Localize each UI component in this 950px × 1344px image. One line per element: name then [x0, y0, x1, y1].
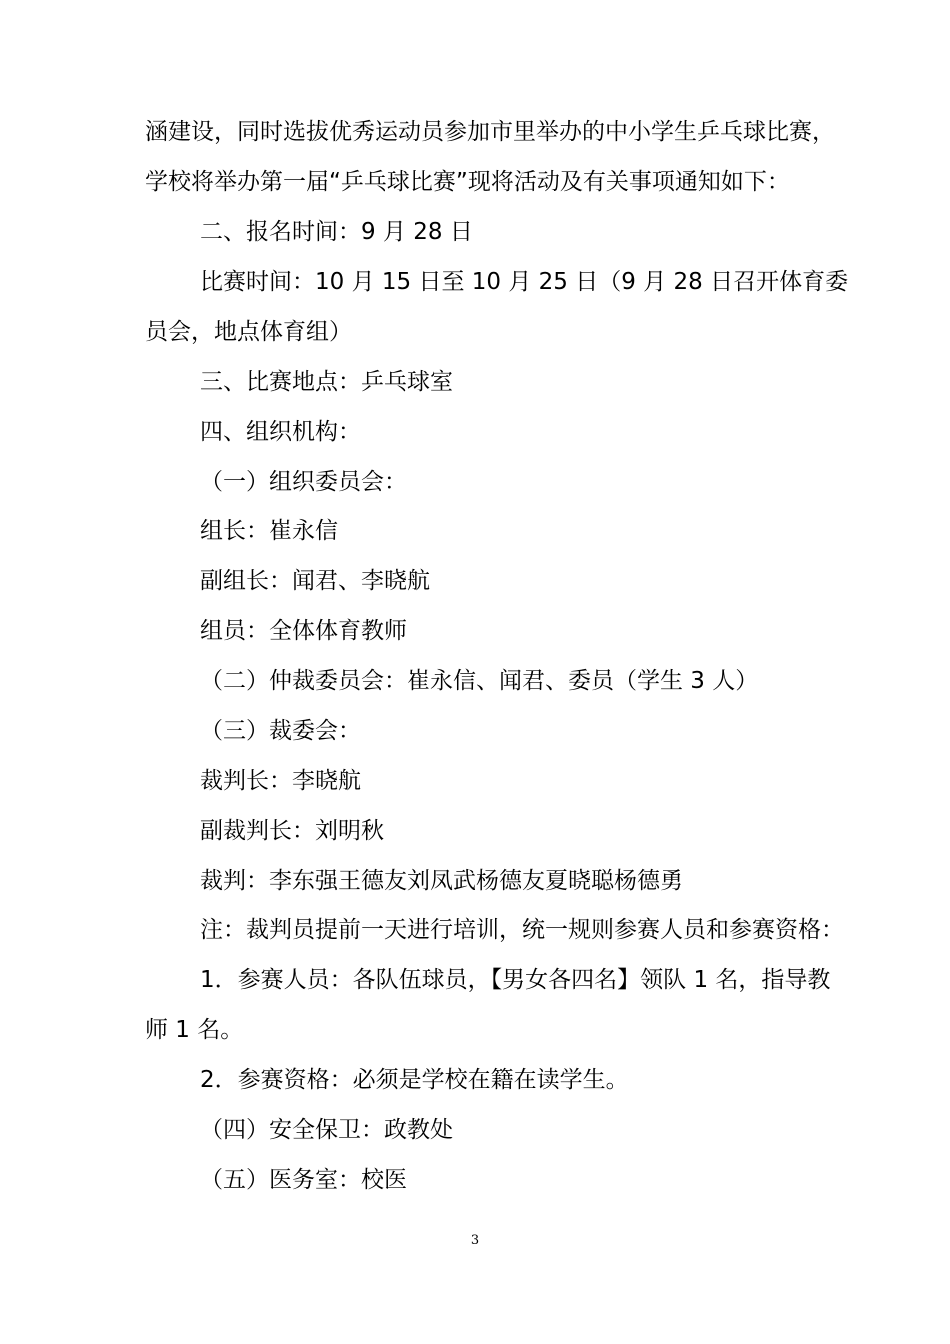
text-line: （一）组织委员会： — [200, 469, 407, 495]
text-line: 注：裁判员提前一天进行培训，统一规则参赛人员和参赛资格： — [200, 917, 844, 943]
text-line: （四）安全保卫：政教处 — [200, 1117, 453, 1143]
text-line: （五）医务室：校医 — [200, 1167, 407, 1193]
text-line: 裁判长：李晓航 — [200, 768, 361, 794]
text-line: （二）仲裁委员会：崔永信、闻君、委员（学生 3 人） — [200, 668, 759, 694]
text-line: 涵建设，同时选拔优秀运动员参加市里举办的中小学生乒乓球比赛， — [145, 119, 835, 145]
text-line: 裁判：李东强王德友刘凤武杨德友夏晓聪杨德勇 — [200, 868, 683, 894]
text-line: 员会，地点体育组） — [145, 319, 352, 345]
text-line: 副组长：闻君、李晓航 — [200, 568, 430, 594]
text-line: 2．参赛资格：必须是学校在籍在读学生。 — [200, 1067, 629, 1093]
text-line: 1．参赛人员：各队伍球员，【男女各四名】领队 1 名，指导教 — [200, 967, 831, 993]
text-line: 师 1 名。 — [145, 1017, 244, 1043]
text-line: 四、组织机构： — [200, 419, 361, 445]
text-line: （三）裁委会： — [200, 718, 361, 744]
page-number: 3 — [470, 1233, 480, 1248]
text-line: 三、比赛地点：乒乓球室 — [200, 369, 453, 395]
text-line: 学校将举办第一届“乒乓球比赛”现将活动及有关事项通知如下： — [145, 169, 790, 195]
text-line: 比赛时间：10 月 15 日至 10 月 25 日（9 月 28 日召开体育委 — [200, 269, 849, 295]
text-line: 副裁判长：刘明秋 — [200, 818, 384, 844]
text-line: 组长：崔永信 — [200, 518, 338, 544]
text-line: 二、报名时间：9 月 28 日 — [200, 219, 473, 245]
text-line: 组员：全体体育教师 — [200, 618, 407, 644]
